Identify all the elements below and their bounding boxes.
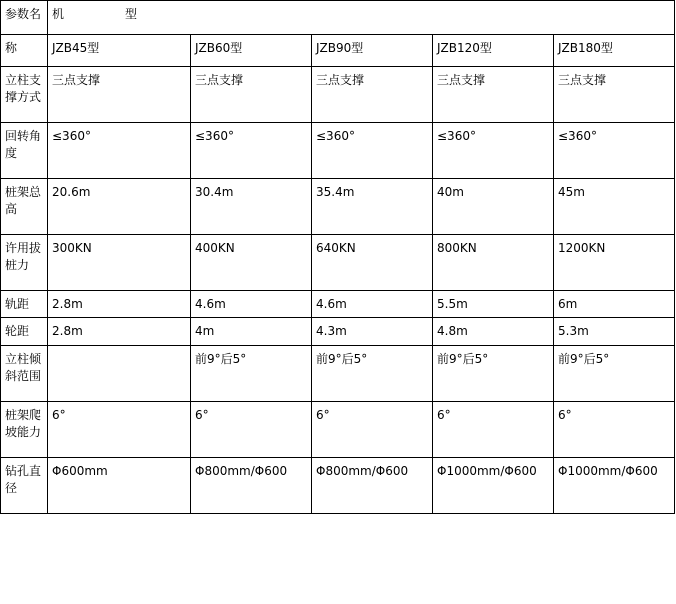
cell-0-2: 三点支撑	[312, 67, 433, 123]
row-label-7: 桩架爬坡能力	[1, 401, 48, 457]
cell-7-0: 6°	[48, 401, 191, 457]
cell-8-3: Φ1000mm/Φ600	[433, 457, 554, 513]
cell-8-1: Φ800mm/Φ600	[191, 457, 312, 513]
cell-6-0	[48, 345, 191, 401]
cell-4-0: 2.8m	[48, 291, 191, 318]
cell-0-1: 三点支撑	[191, 67, 312, 123]
table-row	[1, 291, 675, 318]
table-row	[1, 179, 675, 235]
cell-6-3: 前9°后5°	[433, 345, 554, 401]
cell-6-4: 前9°后5°	[554, 345, 675, 401]
row-label-8: 钻孔直径	[1, 457, 48, 513]
cell-8-0: Φ600mm	[48, 457, 191, 513]
row-label-1: 回转角度	[1, 123, 48, 179]
cell-4-2: 4.6m	[312, 291, 433, 318]
cell-4-4: 6m	[554, 291, 675, 318]
cell-1-3: ≤360°	[433, 123, 554, 179]
table-row	[1, 123, 675, 179]
row-label-5: 轮距	[1, 318, 48, 345]
table-row	[1, 345, 675, 401]
cell-0-3: 三点支撑	[433, 67, 554, 123]
cell-4-1: 4.6m	[191, 291, 312, 318]
model-header-4: JZB180型	[554, 35, 675, 67]
cell-5-0: 2.8m	[48, 318, 191, 345]
cell-4-3: 5.5m	[433, 291, 554, 318]
cell-0-4: 三点支撑	[554, 67, 675, 123]
cell-6-2: 前9°后5°	[312, 345, 433, 401]
table-row	[1, 235, 675, 291]
cell-1-1: ≤360°	[191, 123, 312, 179]
model-header-0: JZB45型	[48, 35, 191, 67]
cell-5-1: 4m	[191, 318, 312, 345]
cell-3-4: 1200KN	[554, 235, 675, 291]
table-header-model-row	[1, 35, 675, 67]
cell-7-1: 6°	[191, 401, 312, 457]
cell-8-2: Φ800mm/Φ600	[312, 457, 433, 513]
param-header-line1: 参数名	[1, 1, 48, 35]
table-row	[1, 67, 675, 123]
cell-6-1: 前9°后5°	[191, 345, 312, 401]
row-label-2: 桩架总高	[1, 179, 48, 235]
param-header-line2: 称	[1, 35, 48, 67]
cell-7-2: 6°	[312, 401, 433, 457]
cell-2-3: 40m	[433, 179, 554, 235]
cell-7-3: 6°	[433, 401, 554, 457]
table-row	[1, 401, 675, 457]
cell-2-0: 20.6m	[48, 179, 191, 235]
cell-1-4: ≤360°	[554, 123, 675, 179]
table-row	[1, 318, 675, 345]
cell-2-2: 35.4m	[312, 179, 433, 235]
cell-2-1: 30.4m	[191, 179, 312, 235]
model-group-header-right: 型	[125, 7, 139, 21]
cell-7-4: 6°	[554, 401, 675, 457]
cell-1-2: ≤360°	[312, 123, 433, 179]
cell-3-3: 800KN	[433, 235, 554, 291]
cell-3-0: 300KN	[48, 235, 191, 291]
row-label-0: 立柱支撑方式	[1, 67, 48, 123]
row-label-4: 轨距	[1, 291, 48, 318]
table-header-group-row	[1, 1, 675, 35]
model-group-header-left: 机	[52, 7, 66, 21]
cell-3-2: 640KN	[312, 235, 433, 291]
cell-8-4: Φ1000mm/Φ600	[554, 457, 675, 513]
cell-5-2: 4.3m	[312, 318, 433, 345]
row-label-3: 许用拔桩力	[1, 235, 48, 291]
model-header-1: JZB60型	[191, 35, 312, 67]
cell-1-0: ≤360°	[48, 123, 191, 179]
model-header-2: JZB90型	[312, 35, 433, 67]
model-group-header	[48, 1, 675, 35]
table-row	[1, 457, 675, 513]
cell-5-4: 5.3m	[554, 318, 675, 345]
model-header-3: JZB120型	[433, 35, 554, 67]
row-label-6: 立柱倾斜范围	[1, 345, 48, 401]
cell-5-3: 4.8m	[433, 318, 554, 345]
cell-3-1: 400KN	[191, 235, 312, 291]
cell-2-4: 45m	[554, 179, 675, 235]
cell-0-0: 三点支撑	[48, 67, 191, 123]
